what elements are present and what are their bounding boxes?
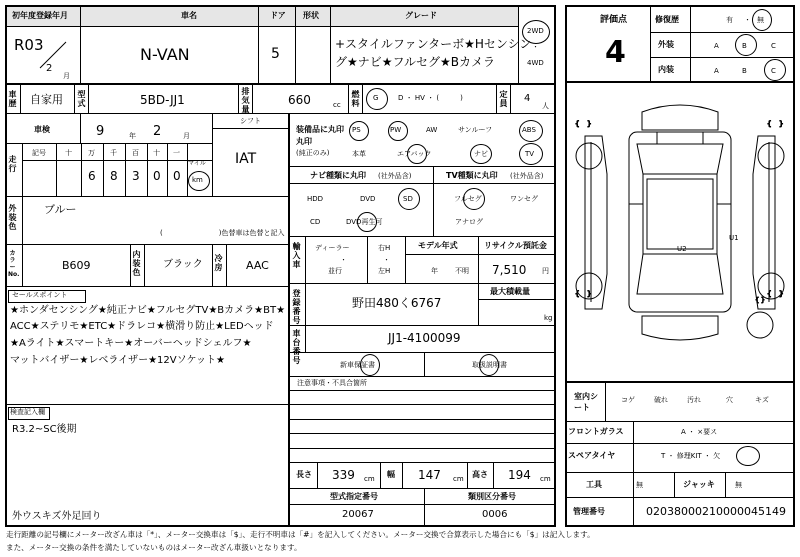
equip-pw: PW (390, 126, 402, 134)
unit-juu: 十 (153, 149, 160, 157)
equipment-sub: (純正のみ) (296, 149, 330, 157)
color-label: 外装色 (8, 204, 17, 231)
svg-text:}: } (779, 290, 784, 298)
score-value: 4 (605, 35, 626, 70)
shape-label: 形状 (303, 11, 319, 20)
height-unit: cm (540, 475, 551, 483)
seat-dirt: 汚れ (687, 396, 701, 404)
import-label: 輸入車 (292, 242, 301, 269)
fuel-other: D ・ HV ・ ( ) (398, 94, 463, 102)
inspector-label: 検査記入欄 (10, 408, 45, 416)
sales-line-2: ACC★ステリモ★ETC★ドラレコ★横滑り防止★LEDヘッド (10, 321, 274, 332)
navi-sd: SD (403, 195, 413, 203)
car-name-label: 車名 (181, 11, 197, 20)
navi-sub: (社外品含) (378, 172, 412, 180)
length-label: 長さ (296, 470, 312, 479)
inspection-label: 車検 (34, 125, 50, 134)
digit-2: 8 (110, 169, 118, 183)
mile-label: マイル (188, 160, 206, 167)
spare-value: T ・ 修理KIT ・ 欠 (661, 452, 721, 460)
grade-line-1: +スタイルファンターボ★Hセンシン (335, 37, 532, 51)
equip-ps: PS (352, 126, 361, 134)
height-value: 194 (508, 468, 531, 482)
tools-label: 工具 (586, 480, 602, 489)
max-load-unit: kg (544, 314, 553, 322)
svg-text:}: } (587, 290, 592, 298)
inspector-note: R3.2~SC後期 (12, 424, 77, 435)
car-damage-diagram (567, 84, 793, 380)
navi-label: ナビ種類に丸印 (310, 171, 366, 180)
unit-sen: 千 (110, 149, 117, 157)
inspection-year: 9 (96, 124, 105, 139)
tv-fullseg: フルセグ (454, 195, 482, 203)
mgmt-label: 管理番号 (573, 507, 605, 516)
exterior-c: C (771, 42, 776, 50)
exterior-a: A (714, 42, 719, 50)
svg-text:{ }: { } (755, 297, 765, 304)
equip-airbag: エアバック (397, 150, 432, 158)
mgmt-value: 02038000210000045149 (646, 505, 786, 518)
grade-line-2: グ★ナビ★フルセグ★Bカメラ (335, 55, 496, 69)
equip-aw: AW (426, 126, 438, 134)
shift-label: シフト (240, 117, 261, 125)
tv-sub: (社外品含) (510, 172, 544, 180)
interior-label: 内装 (658, 65, 674, 74)
seat-tear: 破れ (654, 396, 668, 404)
navi-cd: CD (310, 218, 321, 226)
model-year-unknown: 不明 (455, 267, 469, 275)
equip-abs: ABS (522, 126, 536, 134)
manual: 取扱説明書 (472, 361, 507, 369)
equip-tv: TV (525, 150, 535, 158)
width-unit: cm (453, 475, 464, 483)
model-label: 型式 (77, 90, 86, 108)
seat-burn: コゲ (621, 396, 635, 404)
repaint-note: ( )色替車は色替と記入 (160, 229, 285, 237)
type-no-label: 型式指定番号 (330, 492, 378, 501)
reg-month-unit: 月 (63, 72, 70, 80)
import-parallel: 並行 (328, 267, 342, 275)
drive-sep: ・ (532, 43, 539, 51)
ac-label: 冷房 (214, 254, 223, 272)
navi-hdd: HDD (307, 195, 324, 203)
interior-a: A (714, 67, 719, 75)
seat-scratch: キズ (755, 396, 769, 404)
notes-label: 注意事項・不具合箇所 (297, 379, 367, 387)
registration-value: 野田480く6767 (352, 296, 442, 310)
repair-yes: 有 (726, 16, 733, 24)
model-year-unit: 年 (431, 267, 438, 275)
shift: IAT (235, 151, 257, 167)
svg-text:{: { (575, 290, 580, 298)
sales-line-3: ★Aライト★スマートキー★オーバーヘッドシェルフ★ (10, 338, 252, 349)
length-value: 339 (332, 468, 355, 482)
ac-value: AAC (246, 259, 269, 272)
tv-oneseg: ワンセグ (510, 195, 538, 203)
svg-text:{: { (767, 120, 772, 128)
capacity: 4 (524, 93, 531, 104)
car-name: N-VAN (140, 45, 190, 64)
tools-value: 無 (636, 481, 643, 489)
unit-ten-man: 十 (65, 149, 72, 157)
cc-unit: cc (333, 101, 341, 109)
era-year: R03 (14, 36, 44, 54)
equip-sunroof: サンルーフ (458, 126, 493, 134)
drive-4wd: 4WD (527, 59, 544, 67)
registration-label: 登録番号 (292, 289, 301, 325)
usage-label: 車歴 (8, 90, 17, 108)
km-unit: km (192, 176, 203, 184)
digit-1: 6 (88, 169, 96, 183)
navi-dvd-play: DVD再生可 (346, 218, 383, 226)
interior-c: C (771, 67, 776, 75)
interior-b: B (742, 67, 747, 75)
length-unit: cm (364, 475, 375, 483)
seat-label: 室内シート (574, 392, 598, 412)
color-code-label: カラーNo. (8, 250, 20, 278)
exterior-b: B (742, 42, 747, 50)
grade-label: グレード (405, 11, 437, 20)
windshield-label: フロントガラス (568, 427, 624, 436)
spare-label: スペアタイヤ (568, 451, 616, 460)
unit-hyaku: 百 (132, 149, 139, 157)
drive-2wd: 2WD (527, 27, 544, 35)
repair-label: 修復歴 (655, 15, 679, 24)
class-no-label: 類別区分番号 (468, 492, 516, 501)
diagram-code-u1: U1 (729, 234, 739, 242)
interior-color-label: 内装色 (132, 250, 141, 277)
width-label: 幅 (387, 470, 395, 479)
class-no: 0006 (482, 509, 508, 520)
digit-5: 0 (173, 169, 181, 183)
inspection-month: 2 (153, 124, 162, 139)
jack-label: ジャッキ (683, 480, 715, 489)
first-reg-label: 初年度登録年月 (12, 11, 68, 20)
inspection-year-unit: 年 (129, 132, 136, 140)
equip-navi: ナビ (474, 150, 488, 158)
digit-4: 0 (153, 169, 161, 183)
equip-leather: 本革 (352, 150, 366, 158)
sales-line-1: ★ホンダセンシング★純正ナビ★フルセグTV★Bカメラ★BT★ (10, 305, 286, 316)
unit-ichi: 一 (173, 149, 180, 157)
inspector-bottom: 外ウスキズ外足回り (12, 511, 102, 522)
unit-man: 万 (88, 149, 95, 157)
displacement-label: 排気量 (241, 87, 250, 114)
interior-color: ブラック (163, 259, 203, 270)
import-dealer: ディーラー (315, 244, 350, 252)
svg-text:}: } (587, 120, 592, 128)
fuel-g: G (373, 94, 379, 102)
diagram-code-u2: U2 (677, 245, 687, 253)
sign-label: 記号 (32, 149, 46, 157)
digit-3: 3 (132, 169, 140, 183)
score-label: 評価点 (600, 15, 628, 25)
import-right-h: 右H (378, 244, 391, 252)
spare-none-circle (736, 446, 760, 466)
tv-label: TV種類に丸印 (446, 171, 498, 180)
footer-line-2: また、メーター交換の条件を満たしていないものはメーター改ざん車扱いとなります。 (6, 543, 302, 552)
recycle-label: リサイクル預託金 (484, 241, 547, 250)
chassis-value: JJ1-4100099 (388, 331, 461, 345)
svg-text:{: { (575, 120, 580, 128)
max-load-label: 最大積載量 (490, 287, 530, 296)
capacity-label: 定員 (499, 90, 508, 108)
recycle-unit: 円 (542, 267, 549, 275)
svg-text:}: } (779, 120, 784, 128)
color-code: B609 (62, 259, 91, 272)
fuel-label: 燃料 (351, 90, 360, 108)
width-value: 147 (418, 468, 441, 482)
equipment-label: 装備品に丸印 (296, 125, 344, 134)
exterior-label: 外装 (658, 40, 674, 49)
sales-line-4: マットバイザー★レベライザー★12Vソケット★ (10, 355, 225, 366)
reg-month: 2 (46, 63, 53, 74)
seat-hole: 穴 (726, 396, 733, 404)
tv-analog: アナログ (455, 218, 483, 226)
capacity-unit: 人 (542, 102, 549, 110)
model-year-label: モデル年式 (418, 241, 458, 250)
repair-no: 無 (757, 16, 764, 24)
height-label: 高さ (472, 470, 488, 479)
svg-text:{: { (767, 290, 772, 298)
displacement: 660 (288, 93, 311, 107)
sales-points-label: セールスポイント (12, 291, 68, 299)
chassis-label: 車台 号 (292, 329, 301, 365)
color-value: ブルー (44, 203, 77, 216)
navi-dvd: DVD (360, 195, 376, 203)
footer-line-1: 走行距離の記号欄にメーター改ざん車は「*」、メーター交換車は「$」、走行不明車は「#」を記入してください。メーター交換で合算表示した場合にも「$」は記入します。 (6, 530, 595, 539)
door-count: 5 (271, 46, 280, 62)
mileage-label: 走行 (8, 155, 17, 173)
import-left-h: 左H (378, 267, 391, 275)
door-label: ドア (270, 11, 286, 20)
type-no: 20067 (342, 509, 374, 520)
recycle-amount: 7,510 (492, 263, 527, 277)
new-car-warranty: 新車保証書 (340, 361, 375, 369)
inspection-month-unit: 月 (183, 132, 190, 140)
windshield-value: A ・ ×要ス (681, 428, 718, 436)
model: 5BD-JJ1 (140, 93, 185, 107)
usage: 自家用 (30, 93, 63, 106)
date-slash (38, 40, 68, 70)
jack-value: 無 (735, 481, 742, 489)
